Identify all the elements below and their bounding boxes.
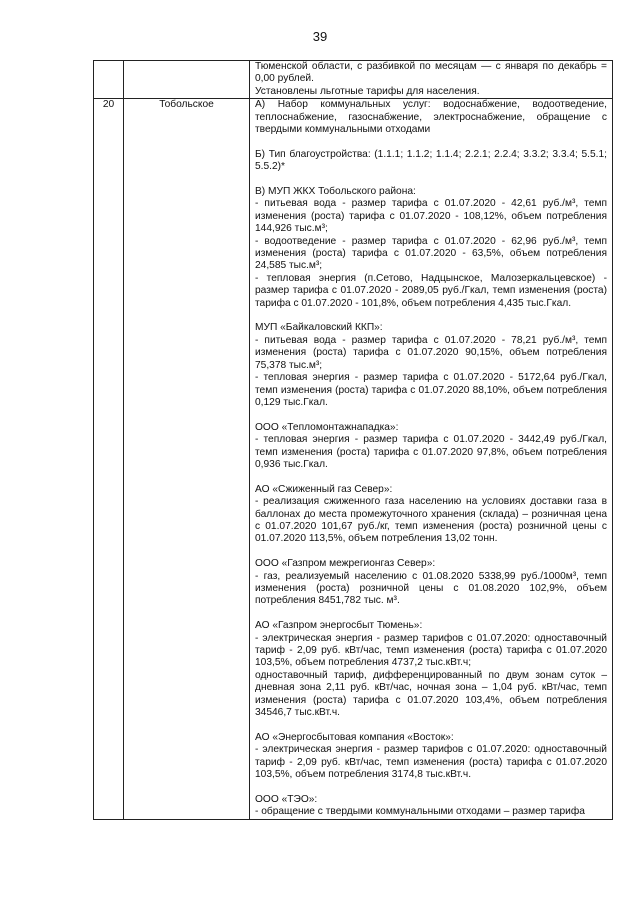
description-cell	[250, 61, 613, 99]
table-row	[94, 99, 613, 819]
improvement-type-block: Б) Тип благоустройства: (1.1.1; 1.1.2; 1.1.4; 2.2.1; 2.2.4; 3.3.2; 3.3.4; 5.5.1; 5.5.2)*	[255, 148, 607, 173]
text-block: Тюменской области, с разбивкой по месяцам — с января по декабрь = 0,00 рублей. Установлены льготные тарифы для населения.	[255, 61, 607, 97]
row-number-cell	[94, 61, 124, 99]
provider-block: ООО «ТЭО»: - обращение с твердыми коммунальными отходами – размер тарифа	[255, 793, 585, 818]
utilities-set-block: А) Набор коммунальных услуг: водоснабжение, водоотведение, теплоснабжение, газоснабжение, электроснабжение, обращение с твердыми коммунальными отходами	[255, 99, 607, 136]
municipality-cell	[124, 61, 250, 99]
tariff-table	[93, 60, 613, 820]
provider-block: АО «Газпром энергосбыт Тюмень»: - электрическая энергия - размер тарифов с 01.07.2020: одноставочный тариф - 2,09 руб. кВт/час, темп изменения (роста) тарифа с 01.07.2020 103,5%, объем потребления 4737,2 тыс.кВт.ч; одноставочный тариф, дифференцированный по двум зонам суток – дневная зона 2,11 руб. кВт/час, ночная зона – 1,04 руб. кВт/час, темп изменения (роста) тарифа с 01.07.2020 103,4%, объем потребления 34546,7 тыс.кВт.ч.	[255, 620, 607, 719]
page-number: 39	[312, 29, 328, 44]
table-row	[94, 61, 613, 99]
provider-block: АО «Энергосбытовая компания «Восток»: - электрическая энергия - размер тарифов с 01.07.2020: одноставочный тариф - 2,09 руб. кВт/час, темп изменения (роста) тарифа с 01.07.2020 103,5%, объем потребления 3174,8 тыс.кВт.ч.	[255, 731, 607, 781]
description-cell	[250, 99, 613, 819]
provider-block: МУП «Байкаловский ККП»: - питьевая вода - размер тарифа с 01.07.2020 - 78,21 руб./м³, темп изменения (роста) тарифа с 01.07.2020 90,15%, объем потребления 75,378 тыс.м³; - тепловая энергия - размер тарифа с 01.07.2020 - 5172,64 руб./Гкал, темп изменения (роста) тарифа с 01.07.2020 88,10%, объем потребления 0,129 тыс.Гкал.	[255, 322, 607, 408]
municipality-cell: Тобольское	[124, 99, 250, 819]
provider-block: ООО «Тепломонтажнападка»: - тепловая энергия - размер тарифа с 01.07.2020 - 3442,49 руб./Гкал, темп изменения (роста) тарифа с 01.07.2020 97,8%, объем потребления 0,936 тыс.Гкал.	[255, 421, 607, 470]
provider-block: ООО «Газпром межрегионгаз Север»: - газ, реализуемый населению с 01.08.2020 5338,99 руб./1000м³, темп изменения (роста) розничной цены с 01.08.2020 102,9%, объем потребления 8451,782 тыс. м³.	[255, 558, 607, 607]
provider-block: В) МУП ЖКХ Тобольского района: - питьевая вода - размер тарифа с 01.07.2020 - 42,61 руб./м³, темп изменения (роста) тарифа с 01.07.2020 - 108,12%, объем потребления 144,926 тыс.м³; - водоотведение - размер тарифа с 01.07.2020 - 62,96 руб./м³, темп изменения (роста) тарифа с 01.07.2020 - 63,5%, объем потребления 24,585 тыс.м³; - тепловая энергия (п.Сетово, Надцынское, Малозеркальцевское) - размер тарифа с 01.07.2020 - 2089,05 руб./Гкал, темп изменения (роста) тарифа с 01.07.2020 - 101,8%, объем потребления 4,435 тыс.Гкал.	[255, 186, 607, 309]
row-number-cell: 20	[94, 99, 124, 819]
provider-block: АО «Сжиженный газ Север»: - реализация сжиженного газа населению на условиях доставки газа в баллонах до места промежуточного хранения (склада) – розничная цена с 01.07.2020 101,67 руб./кг, темп изменения (роста) розничной цены с 01.07.2020 113,5%, объем потребления 13,02 тонн.	[255, 483, 607, 545]
